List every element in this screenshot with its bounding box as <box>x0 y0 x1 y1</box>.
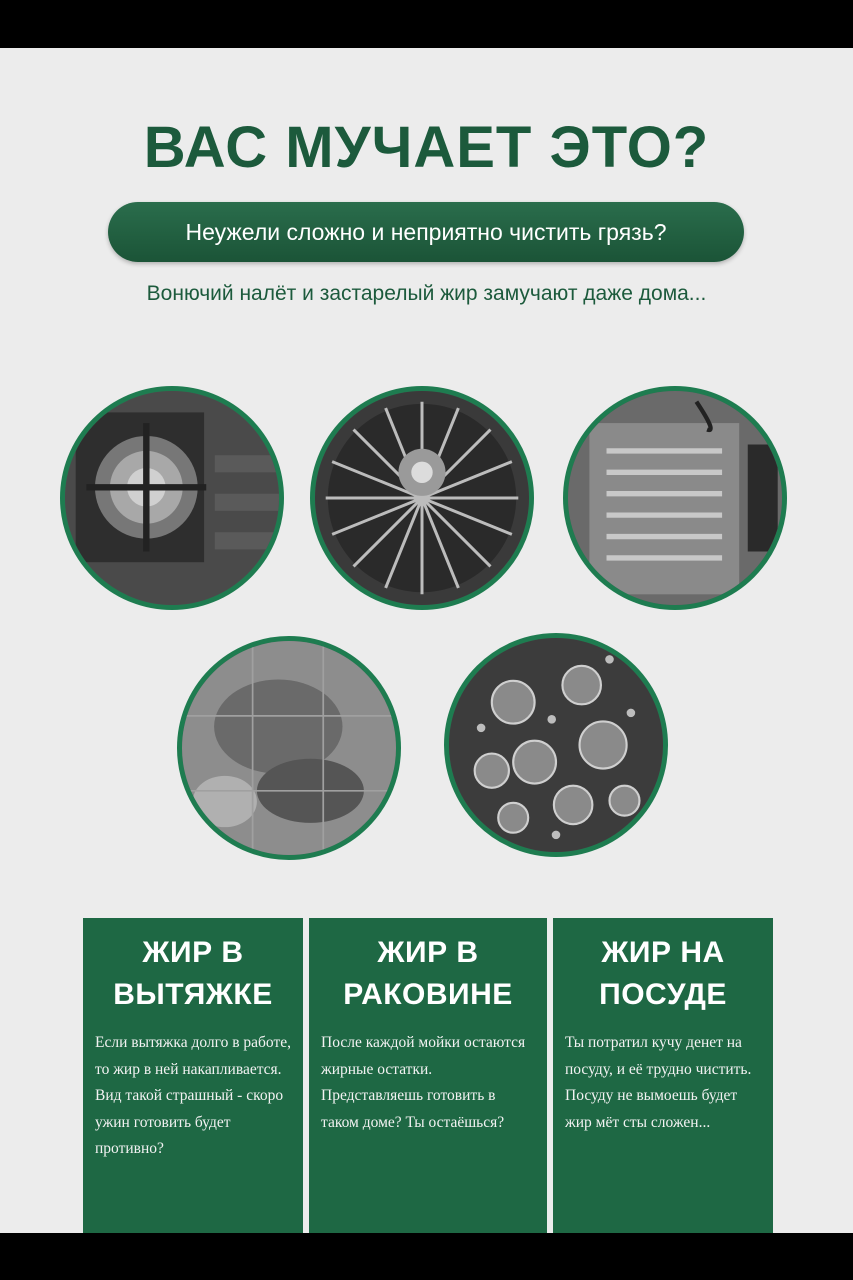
question-banner <box>108 202 744 262</box>
card-title: ЖИР НА ПОСУДЕ <box>599 936 727 1011</box>
page <box>0 48 853 1233</box>
subtitle: Вонючий налёт и застарелый жир замучают даже дома... <box>146 282 707 305</box>
page-title: ВАС МУЧАЕТ ЭТО? <box>143 115 710 180</box>
gas-burner-photo <box>60 386 284 610</box>
dirty-grate-photo <box>563 386 787 610</box>
bacteria-microscope-photo <box>444 633 668 857</box>
card-text: Если вытяжка долго в работе, то жир в ней накапливается. Вид такой страшный - скоро ужин готовить будет противно? <box>95 1034 291 1157</box>
card-text: После каждой мойки остаются жирные остатки. Представляешь готовить в таком доме? Ты остаёшься? <box>321 1034 526 1131</box>
card-title: ЖИР В РАКОВИНЕ <box>343 936 513 1011</box>
problem-cards <box>83 918 773 1233</box>
card-sink-grease <box>309 918 547 1233</box>
question-banner-text: Неужели сложно и неприятно чистить грязь? <box>185 218 667 245</box>
card-hood-grease <box>83 918 303 1233</box>
card-text: Ты потратил кучу денет на посуду, и её трудно чистить. Посуду не вымоешь будет жир мёт сты сложен... <box>565 1034 752 1131</box>
range-hood-filter-photo <box>310 386 534 610</box>
card-title: ЖИР В ВЫТЯЖКЕ <box>113 936 273 1011</box>
stained-tiles-photo <box>177 636 401 860</box>
card-dishes-grease <box>553 918 773 1233</box>
